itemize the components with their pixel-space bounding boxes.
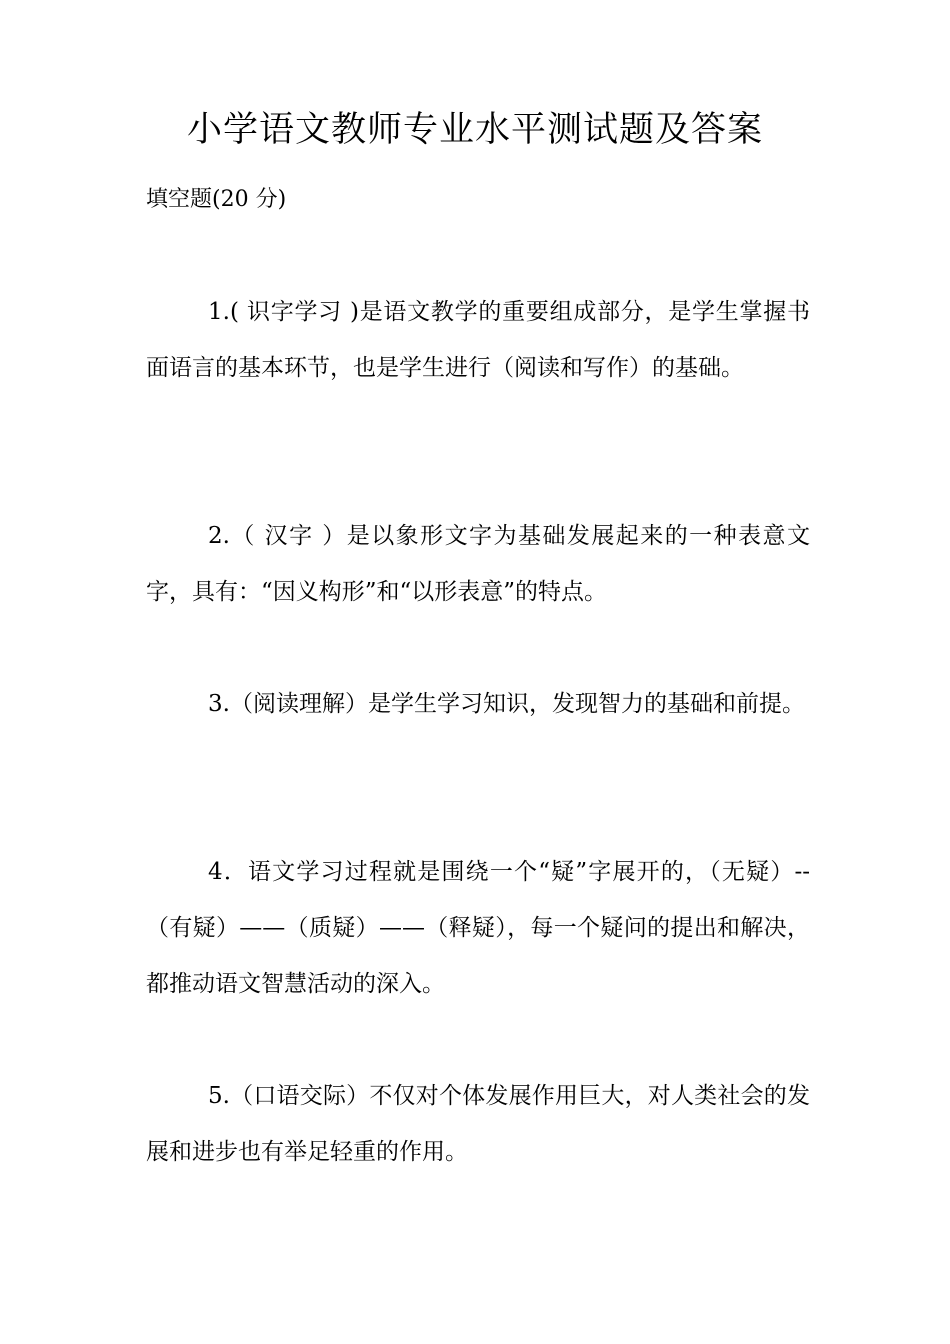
question-2: 2.（ 汉字 ）是以象形文字为基础发展起来的一种表意文字，具有：“因义构形”和“以形表意”的特点。 [146,523,810,605]
question-1: 1.( 识字学习 )是语文教学的重要组成部分，是学生掌握书面语言的基本环节，也是学生进行（阅读和写作）的基础。 [146,299,810,381]
question-3: 3.（阅读理解）是学生学习知识，发现智力的基础和前提。 [208,691,805,717]
question-5: 5.（口语交际）不仅对个体发展作用巨大，对人类社会的发展和进步也有举足轻重的作用。 [146,1083,810,1165]
question-4: 4．语文学习过程就是围绕一个“疑”字展开的，（无疑）--（有疑）——（质疑）——（释疑），每一个疑问的提出和解决，都推动语文智慧活动的深入。 [146,859,810,997]
document-title: 小学语文教师专业水平测试题及答案 [186,110,763,150]
section-heading: 填空题(20 分) [146,187,287,212]
